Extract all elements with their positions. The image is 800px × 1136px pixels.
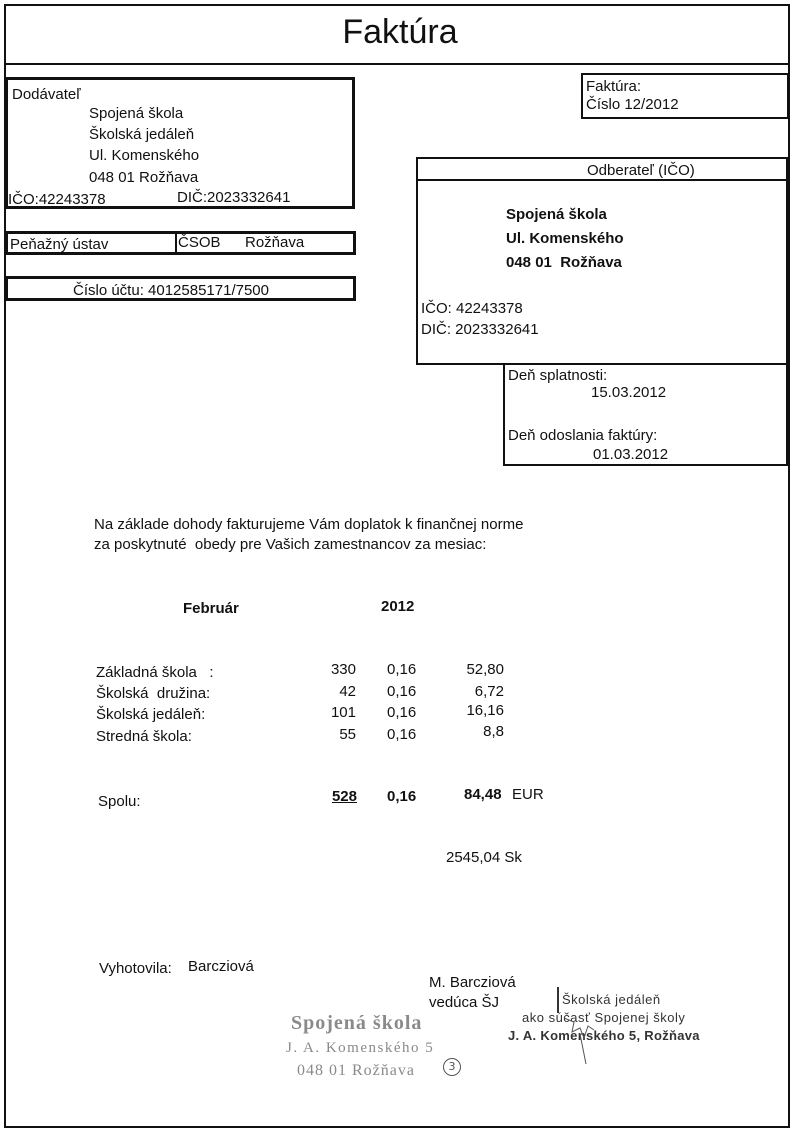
account-number: Číslo účtu: 4012585171/7500	[73, 282, 269, 299]
bank-divider	[175, 231, 177, 255]
supplier-name: Spojená škola	[89, 105, 184, 122]
total-label: Spolu:	[98, 793, 141, 810]
item-count: 101	[330, 704, 356, 721]
supplier-city: 048 01 Rožňava	[89, 169, 199, 186]
school-stamp-name: Spojená škola	[291, 1012, 423, 1034]
customer-dic: DIČ: 2023332641	[421, 321, 539, 338]
bank-name: ČSOB	[178, 234, 221, 251]
prepared-by-name: Barcziová	[188, 958, 254, 975]
item-rate: 0,16	[387, 683, 417, 700]
total-currency: EUR	[512, 786, 544, 803]
customer-city: 048 01 Rožňava	[506, 254, 622, 271]
page-title: Faktúra	[342, 13, 458, 51]
sent-date-label: Deň odoslania faktúry:	[508, 427, 658, 444]
item-label: Základná škola :	[96, 664, 214, 681]
due-date-value: 15.03.2012	[591, 384, 667, 401]
school-stamp-city: 048 01 Rožňava	[297, 1062, 415, 1079]
total-rate: 0,16	[387, 788, 417, 805]
supplier-unit: Školská jedáleň	[89, 126, 195, 143]
canteen-stamp-line-3: J. A. Komenského 5, Rožňava	[508, 1028, 700, 1043]
item-amount: 52,80	[466, 661, 504, 678]
sent-date-value: 01.03.2012	[593, 446, 669, 463]
supplier-ico: IČO:42243378	[8, 191, 106, 208]
invoice-label: Faktúra:	[586, 78, 642, 95]
customer-name: Spojená škola	[506, 206, 607, 223]
body-line-1: Na základe dohody fakturujeme Vám doplatok k finančnej norme	[94, 516, 524, 533]
supplier-street: Ul. Komenského	[89, 147, 200, 164]
item-count: 55	[339, 726, 356, 743]
period-year: 2012	[381, 598, 415, 615]
circled-number-mark: 3	[443, 1058, 461, 1076]
prepared-by-label: Vyhotovila:	[99, 960, 172, 977]
item-rate: 0,16	[387, 661, 417, 678]
item-amount: 6,72	[474, 683, 504, 700]
total-count: 528	[331, 788, 357, 805]
body-line-2: za poskytnuté obedy pre Vašich zamestnancov za mesiac:	[94, 536, 487, 553]
total-sk-amount: 2545,04 Sk	[446, 849, 522, 866]
item-rate: 0,16	[387, 704, 417, 721]
title-divider	[4, 63, 790, 65]
bank-city: Rožňava	[245, 234, 305, 251]
customer-header: Odberateľ (IČO)	[587, 162, 695, 179]
invoice-number: Číslo 12/2012	[586, 96, 679, 113]
item-label: Školská jedáleň:	[96, 706, 206, 723]
canteen-stamp-line-2: ako súčasť Spojenej školy	[522, 1010, 686, 1025]
total-amount: 84,48	[464, 786, 502, 803]
customer-ico: IČO: 42243378	[421, 300, 523, 317]
item-count: 330	[330, 661, 356, 678]
customer-street: Ul. Komenského	[506, 230, 624, 247]
signature-scribble	[560, 998, 604, 1068]
period-month: Február	[183, 600, 239, 617]
item-amount: 16,16	[466, 702, 504, 719]
school-stamp-street: J. A. Komenského 5	[286, 1040, 435, 1056]
supplier-label: Dodávateľ	[12, 86, 81, 103]
signer-role: vedúca ŠJ	[429, 994, 500, 1011]
item-count: 42	[339, 683, 356, 700]
bank-label: Peňažný ústav	[10, 236, 109, 253]
canteen-stamp-line-1: Školská jedáleň	[562, 992, 661, 1007]
item-amount: 8,8	[483, 723, 504, 740]
item-label: Stredná škola:	[96, 728, 192, 745]
item-label: Školská družina:	[96, 685, 211, 702]
signer-name: M. Barcziová	[429, 974, 516, 991]
due-date-label: Deň splatnosti:	[508, 367, 608, 384]
supplier-dic: DIČ:2023332641	[177, 189, 291, 206]
item-rate: 0,16	[387, 726, 417, 743]
